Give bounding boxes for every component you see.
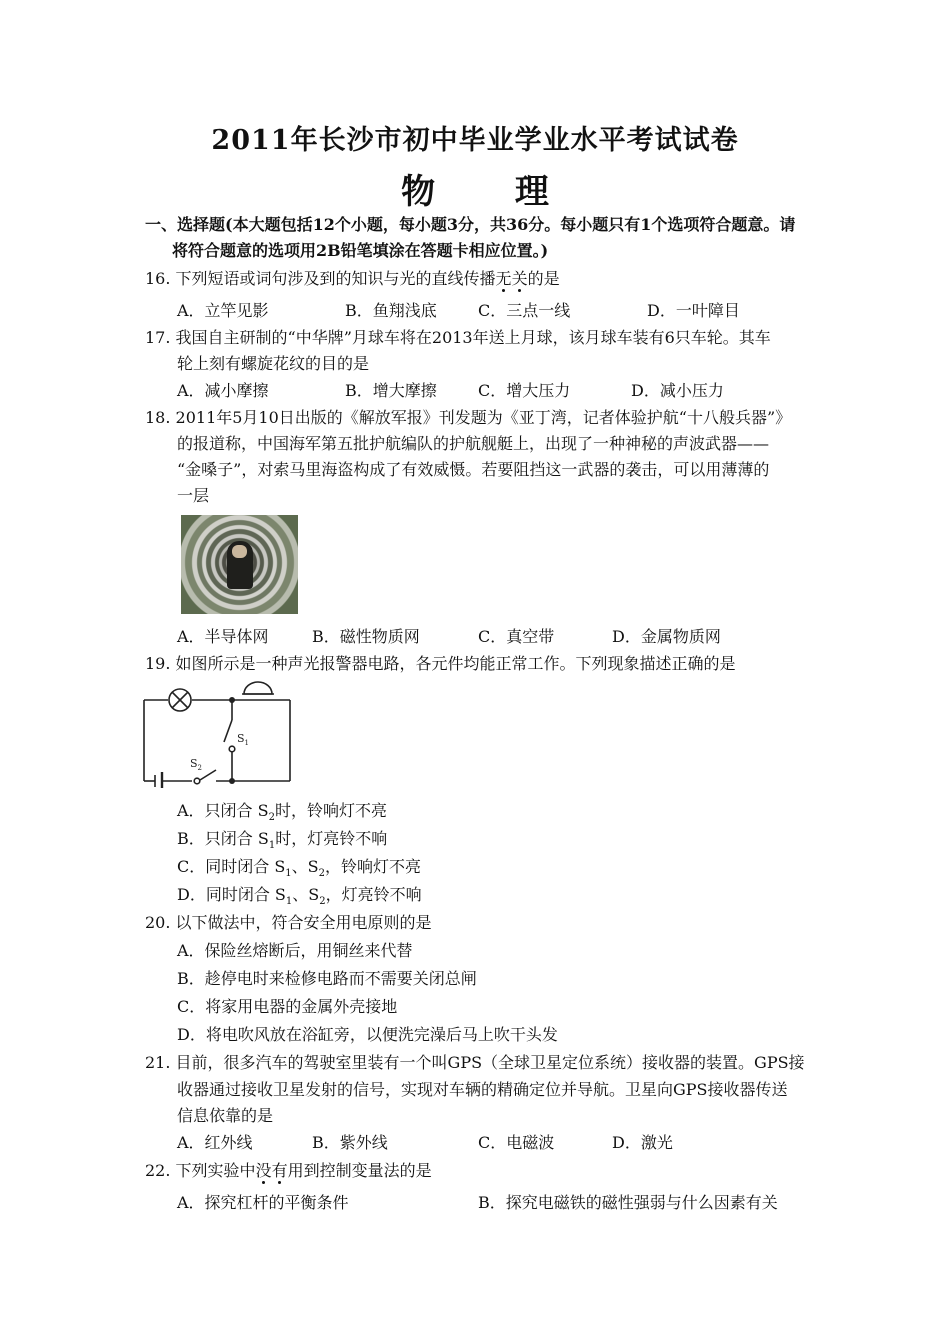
question-16-stem: 16. 下列短语或词句涉及到的知识与光的直线传播无关的是 <box>145 269 560 288</box>
exam-title: 2011年长沙市初中毕业学业水平考试试卷 <box>211 125 739 156</box>
sound-weapon-photo <box>181 515 298 614</box>
option-b: B．探究电磁铁的磁性强弱与什么因素有关 <box>478 1193 778 1212</box>
question-20-stem: 20. 以下做法中，符合安全用电原则的是 <box>145 913 432 932</box>
option-d: D．一叶障目 <box>647 301 740 320</box>
question-21-stem-line3: 信息依靠的是 <box>177 1106 274 1125</box>
question-20-option-a: A．保险丝熔断后，用铜丝来代替 <box>177 941 413 960</box>
emphasis-char: 无 <box>495 269 512 288</box>
emphasis-char: 关 <box>511 269 528 288</box>
question-19-stem: 19. 如图所示是一种声光报警器电路，各元件均能正常工作。下列现象描述正确的是 <box>145 654 736 673</box>
option-c: C．三点一线 <box>478 301 571 320</box>
question-17-stem-line1: 17. 我国自主研制的“中华牌”月球车将在2013年送上月球，该月球车装有6只车轮。其车 <box>145 328 771 347</box>
question-18-stem-line1: 18. 2011年5月10日出版的《解放军报》刊发题为《亚丁湾，记者体验护航“十八般兵器”》 <box>145 408 792 427</box>
section-heading-line2: 将符合题意的选项用2B铅笔填涂在答题卡相应位置。) <box>172 241 549 260</box>
option-a: A．半导体网 <box>177 627 269 646</box>
option-a: A．减小摩擦 <box>177 381 269 400</box>
question-18-stem-line3: “金嗓子”，对索马里海盗构成了有效威慑。若要阻挡这一武器的袭击，可以用薄薄的 <box>177 460 770 479</box>
switch-s2-label: $S_2$ <box>190 757 203 772</box>
photo-face <box>232 545 247 558</box>
option-a: A．立竿见影 <box>177 301 269 320</box>
option-b: B．紫外线 <box>312 1133 388 1152</box>
question-20-option-d: D．将电吹风放在浴缸旁，以便洗完澡后马上吹干头发 <box>177 1025 558 1044</box>
question-18-stem-line4: 一层 <box>177 486 210 505</box>
question-18-stem-line2: 的报道称，中国海军第五批护航编队的护航舰艇上，出现了一种神秘的声波武器—— <box>177 434 770 453</box>
option-a: A．探究杠杆的平衡条件 <box>177 1193 349 1212</box>
option-c: C．电磁波 <box>478 1133 555 1152</box>
junction-dot <box>229 697 235 703</box>
option-b: B．磁性物质网 <box>312 627 420 646</box>
option-d: D．金属物质网 <box>612 627 721 646</box>
question-19-option-d: D．同时闭合 $S_1$、$S_2$，灯亮铃不响 <box>177 885 422 908</box>
question-17-stem-line2: 轮上刻有螺旋花纹的目的是 <box>177 354 370 373</box>
option-c: C．增大压力 <box>478 381 571 400</box>
question-20-option-b: B．趁停电时来检修电路而不需要关闭总闸 <box>177 969 477 988</box>
junction-dot <box>229 778 235 784</box>
emphasis-char: 有 <box>271 1161 288 1180</box>
question-19-option-c: C．同时闭合 $S_1$、$S_2$，铃响灯不亮 <box>177 857 422 880</box>
question-21-stem-line2: 收器通过接收卫星发射的信号，实现对车辆的精确定位并导航。卫星向GPS接收器传送 <box>177 1080 788 1099</box>
option-b: B．增大摩擦 <box>345 381 437 400</box>
switch-s1-label: $S_1$ <box>237 732 250 747</box>
option-a: A．红外线 <box>177 1133 253 1152</box>
question-22-stem: 22. 下列实验中没有用到控制变量法的是 <box>145 1161 432 1180</box>
question-19-option-b: B．只闭合 $S_1$时，灯亮铃不响 <box>177 829 388 852</box>
section-heading <box>145 212 815 264</box>
question-21-stem-line1: 21. 目前，很多汽车的驾驶室里装有一个叫GPS（全球卫星定位系统）接收器的装置。GPS接 <box>145 1053 805 1072</box>
question-19-option-a: A．只闭合 $S_2$时，铃响灯不亮 <box>177 801 387 824</box>
section-heading-line1: 一、选择题(本大题包括12个小题，每小题3分，共36分。每小题只有1个选项符合题意。请 <box>145 215 796 234</box>
question-20-option-c: C．将家用电器的金属外壳接地 <box>177 997 398 1016</box>
emphasis-char: 没 <box>255 1161 272 1180</box>
option-b: B．鱼翔浅底 <box>345 301 437 320</box>
option-c: C．真空带 <box>478 627 555 646</box>
option-d: D．激光 <box>612 1133 673 1152</box>
alarm-circuit-diagram <box>140 680 292 788</box>
option-d: D．减小压力 <box>631 381 724 400</box>
exam-subject: 物 理 <box>401 172 583 212</box>
